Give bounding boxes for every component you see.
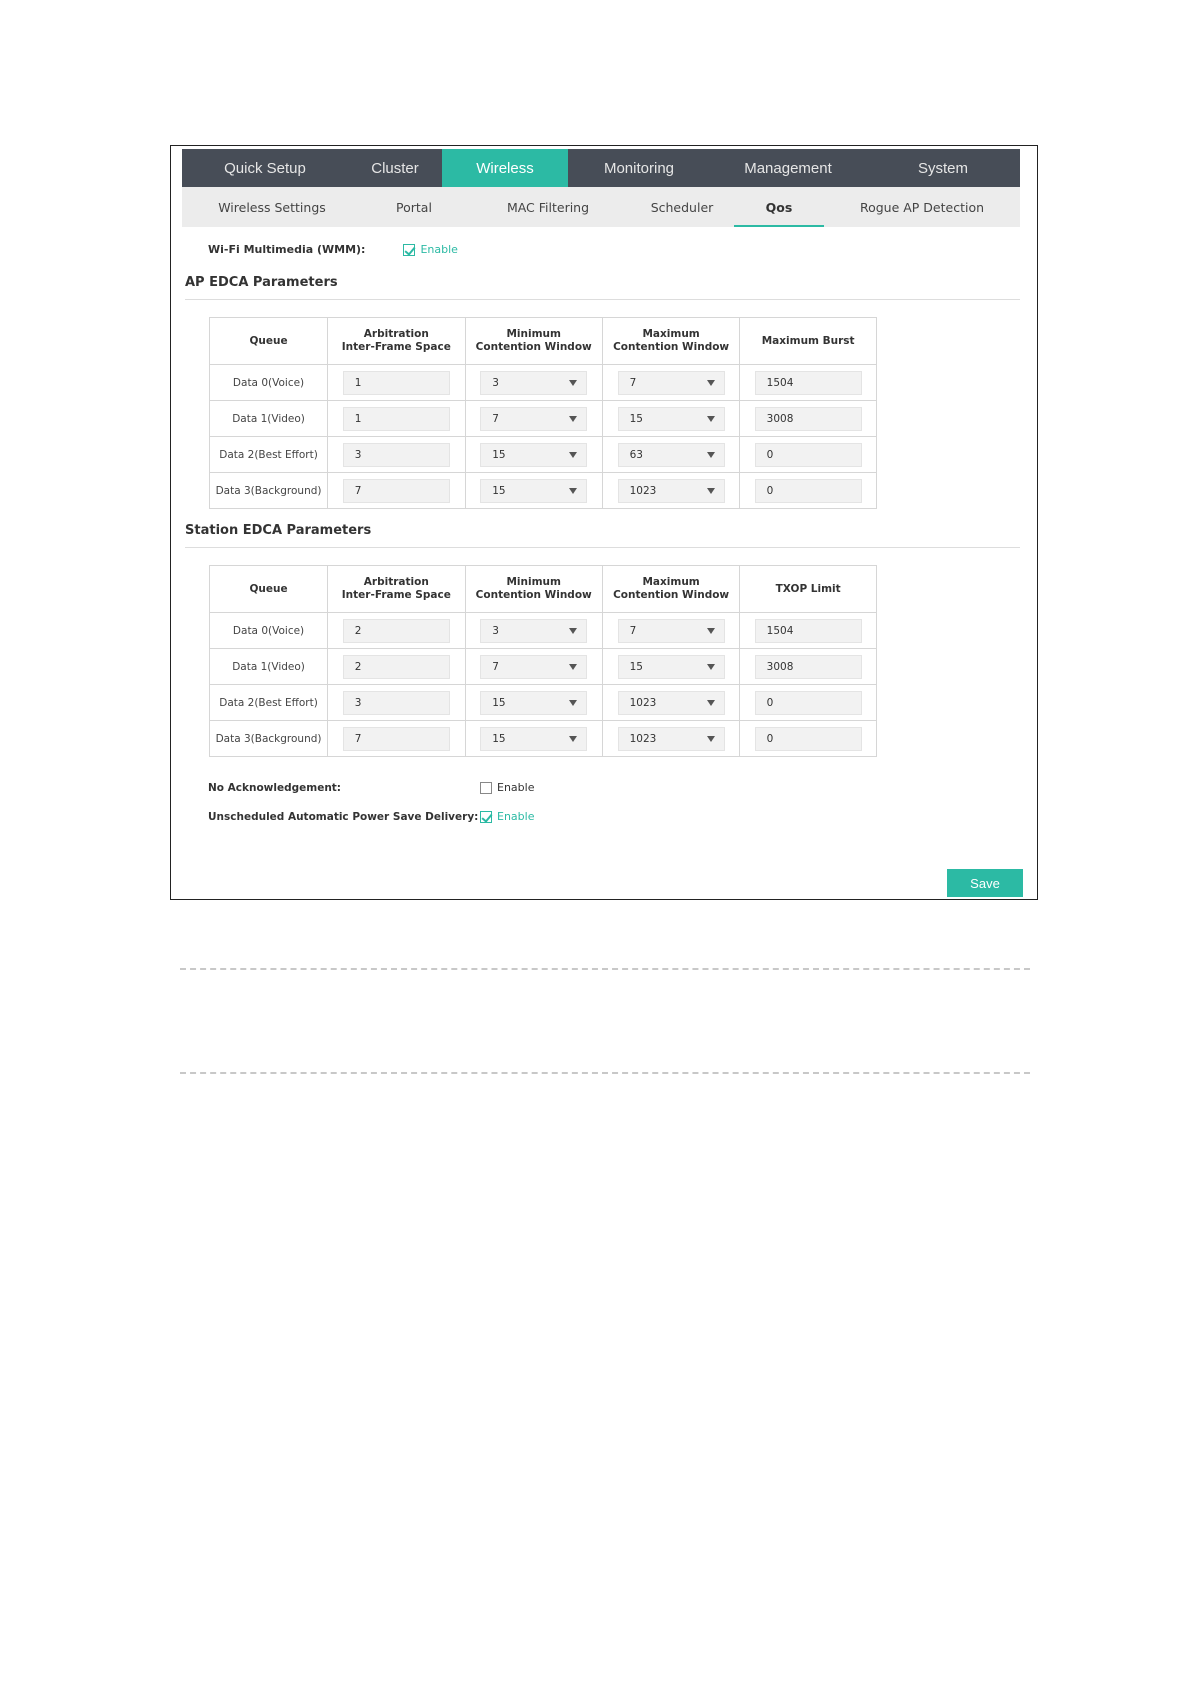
- header-cwmin: [465, 566, 602, 613]
- cwmin-select[interactable]: [480, 479, 587, 503]
- ap-edca-divider: [185, 299, 1020, 300]
- queue-label: Data 1(Video): [210, 401, 328, 437]
- cwmin-value: 7: [492, 412, 499, 425]
- aifs-cell: [328, 685, 465, 721]
- cwmin-select[interactable]: [480, 371, 587, 395]
- cwmax-value: 1023: [629, 484, 657, 497]
- cwmax-cell: [602, 365, 739, 401]
- header-aifs-line1: Arbitration: [363, 328, 429, 340]
- cwmax-value: 7: [629, 376, 637, 389]
- tab-portal[interactable]: Portal: [396, 199, 432, 215]
- cwmin-value: 15: [492, 448, 506, 461]
- cwmin-select[interactable]: [480, 619, 587, 643]
- cwmax-select[interactable]: [618, 691, 725, 715]
- tab-qos[interactable]: Qos: [734, 187, 824, 227]
- cwmin-cell: [465, 365, 602, 401]
- dropdown-arrow-icon: [707, 736, 715, 742]
- uapsd-enable-checkbox[interactable]: [480, 810, 534, 823]
- cwmin-cell: [465, 685, 602, 721]
- cwmax-value: 1023: [629, 732, 657, 745]
- uapsd-label: Unscheduled Automatic Power Save Delivery:: [208, 810, 479, 823]
- checkbox-checked-icon: [480, 811, 492, 823]
- cwmin-select[interactable]: [480, 407, 587, 431]
- cwmax-select[interactable]: [618, 479, 725, 503]
- cwmin-select[interactable]: [480, 727, 587, 751]
- cwmax-value: 1023: [629, 696, 657, 709]
- header-cwmin-line1: Minimum: [506, 576, 561, 588]
- dropdown-arrow-icon: [569, 736, 577, 742]
- no-ack-enable-label: Enable: [497, 781, 535, 794]
- table-row: [210, 649, 877, 685]
- header-cwmax: [602, 318, 739, 365]
- cwmin-cell: [465, 437, 602, 473]
- dropdown-arrow-icon: [707, 700, 715, 706]
- aifs-input[interactable]: 7: [343, 479, 450, 503]
- top-navigation: [182, 149, 1020, 187]
- table-row: [210, 721, 877, 757]
- burst-cell: [740, 401, 877, 437]
- tab-mac-filtering[interactable]: MAC Filtering: [506, 199, 590, 215]
- ap-edca-table: [209, 317, 877, 509]
- cwmax-cell: [602, 721, 739, 757]
- queue-label: Data 3(Background): [210, 721, 328, 757]
- dropdown-arrow-icon: [569, 700, 577, 706]
- header-aifs-line2: Inter-Frame Space: [341, 341, 451, 353]
- nav-monitoring[interactable]: Monitoring: [603, 159, 675, 177]
- cwmin-cell: [465, 473, 602, 509]
- queue-label: Data 0(Voice): [210, 365, 328, 401]
- aifs-input[interactable]: 2: [343, 619, 450, 643]
- maximum-burst-input[interactable]: 0: [755, 443, 862, 467]
- cwmin-value: 7: [492, 660, 499, 673]
- uapsd-row: [208, 810, 534, 823]
- burst-cell: [740, 437, 877, 473]
- sub-navigation: [182, 187, 1020, 227]
- dropdown-arrow-icon: [707, 488, 715, 494]
- dropdown-arrow-icon: [707, 416, 715, 422]
- dropdown-arrow-icon: [569, 488, 577, 494]
- cwmin-value: 15: [492, 484, 506, 497]
- dashed-divider-top: [180, 968, 1030, 970]
- queue-label: Data 3(Background): [210, 473, 328, 509]
- tab-rogue-ap-detection[interactable]: Rogue AP Detection: [859, 199, 985, 215]
- cwmin-cell: [465, 649, 602, 685]
- aifs-input[interactable]: 7: [343, 727, 450, 751]
- aifs-input[interactable]: 1: [343, 407, 450, 431]
- save-button[interactable]: Save: [947, 869, 1023, 897]
- header-cwmin-line2: Contention Window: [475, 589, 592, 601]
- station-edca-table: [209, 565, 877, 757]
- cwmax-cell: [602, 473, 739, 509]
- queue-label: Data 2(Best Effort): [210, 685, 328, 721]
- aifs-input[interactable]: 1: [343, 371, 450, 395]
- dropdown-arrow-icon: [569, 416, 577, 422]
- header-cwmin-line1: Minimum: [506, 328, 561, 340]
- no-ack-label: No Acknowledgement:: [208, 781, 342, 794]
- dropdown-arrow-icon: [707, 452, 715, 458]
- wmm-enable-label: Enable: [420, 243, 458, 256]
- dropdown-arrow-icon: [569, 628, 577, 634]
- dropdown-arrow-icon: [707, 380, 715, 386]
- header-txop-limit: TXOP Limit: [740, 566, 877, 613]
- cwmax-select[interactable]: [618, 727, 725, 751]
- nav-system[interactable]: System: [917, 159, 968, 177]
- cwmax-value: 63: [629, 448, 643, 461]
- txop-cell: [740, 685, 877, 721]
- header-cwmax: [602, 566, 739, 613]
- wmm-row: [208, 243, 458, 256]
- station-edca-divider: [185, 547, 1020, 548]
- txop-cell: [740, 721, 877, 757]
- qos-settings-screenshot: [170, 145, 1038, 900]
- qos-panel: [182, 149, 1020, 891]
- aifs-cell: [328, 721, 465, 757]
- wmm-label: Wi-Fi Multimedia (WMM):: [208, 243, 366, 256]
- cwmin-cell: [465, 401, 602, 437]
- aifs-cell: [328, 613, 465, 649]
- header-cwmax-line1: Maximum: [642, 328, 700, 340]
- header-cwmax-line1: Maximum: [642, 576, 700, 588]
- cwmax-cell: [602, 437, 739, 473]
- maximum-burst-input[interactable]: 3008: [755, 407, 862, 431]
- nav-management[interactable]: Management: [744, 159, 832, 177]
- aifs-cell: [328, 473, 465, 509]
- queue-label: Data 2(Best Effort): [210, 437, 328, 473]
- table-row: [210, 685, 877, 721]
- cwmax-select[interactable]: [618, 407, 725, 431]
- table-row: [210, 613, 877, 649]
- queue-label: Data 1(Video): [210, 649, 328, 685]
- nav-cluster[interactable]: Cluster: [371, 159, 419, 177]
- cwmin-value: 3: [492, 376, 499, 389]
- cwmax-value: 15: [629, 412, 643, 425]
- header-queue: Queue: [210, 566, 328, 613]
- cwmax-select[interactable]: [618, 371, 725, 395]
- aifs-cell: [328, 365, 465, 401]
- txop-cell: [740, 649, 877, 685]
- aifs-input[interactable]: 3: [343, 443, 450, 467]
- txop-cell: [740, 613, 877, 649]
- dropdown-arrow-icon: [569, 380, 577, 386]
- burst-cell: [740, 473, 877, 509]
- header-cwmin: [465, 318, 602, 365]
- uapsd-enable-label: Enable: [497, 810, 535, 823]
- dropdown-arrow-icon: [707, 628, 715, 634]
- cwmin-value: 15: [492, 696, 506, 709]
- txop-limit-input[interactable]: 0: [755, 691, 862, 715]
- cwmin-select[interactable]: [480, 655, 587, 679]
- table-row: [210, 437, 877, 473]
- aifs-input[interactable]: 3: [343, 691, 450, 715]
- ap-edca-title: AP EDCA Parameters: [185, 275, 338, 290]
- cwmax-cell: [602, 613, 739, 649]
- station-edca-title: Station EDCA Parameters: [185, 523, 372, 538]
- header-cwmax-line2: Contention Window: [613, 589, 730, 601]
- header-queue: Queue: [210, 318, 328, 365]
- dashed-divider-bottom: [180, 1072, 1030, 1074]
- cwmax-value: 7: [629, 624, 637, 637]
- cwmax-select[interactable]: [618, 619, 725, 643]
- cwmin-select[interactable]: [480, 691, 587, 715]
- aifs-cell: [328, 437, 465, 473]
- cwmin-value: 3: [492, 624, 499, 637]
- tab-scheduler[interactable]: Scheduler: [650, 199, 714, 215]
- cwmin-cell: [465, 721, 602, 757]
- header-aifs: [328, 318, 465, 365]
- aifs-cell: [328, 401, 465, 437]
- header-aifs: [328, 566, 465, 613]
- txop-limit-input[interactable]: 3008: [755, 655, 862, 679]
- dropdown-arrow-icon: [569, 452, 577, 458]
- checkbox-unchecked-icon: [480, 782, 492, 794]
- no-ack-row: [208, 781, 534, 794]
- table-row: [210, 365, 877, 401]
- tab-wireless-settings[interactable]: Wireless Settings: [218, 199, 326, 215]
- cwmax-value: 15: [629, 660, 643, 673]
- header-aifs-line2: Inter-Frame Space: [341, 589, 451, 601]
- cwmax-select[interactable]: [618, 655, 725, 679]
- cwmax-cell: [602, 685, 739, 721]
- cwmax-cell: [602, 401, 739, 437]
- maximum-burst-input[interactable]: 0: [755, 479, 862, 503]
- dropdown-arrow-icon: [569, 664, 577, 670]
- queue-label: Data 0(Voice): [210, 613, 328, 649]
- no-ack-enable-checkbox[interactable]: [480, 781, 534, 794]
- wmm-enable-checkbox[interactable]: [403, 243, 457, 256]
- maximum-burst-input[interactable]: 1504: [755, 371, 862, 395]
- table-row: [210, 401, 877, 437]
- dropdown-arrow-icon: [707, 664, 715, 670]
- cwmin-value: 15: [492, 732, 506, 745]
- cwmin-cell: [465, 613, 602, 649]
- burst-cell: [740, 365, 877, 401]
- aifs-cell: [328, 649, 465, 685]
- header-cwmin-line2: Contention Window: [475, 341, 592, 353]
- checkbox-checked-icon: [403, 244, 415, 256]
- nav-quick-setup[interactable]: Quick Setup: [224, 159, 306, 177]
- table-header-row: [210, 566, 877, 613]
- cwmax-cell: [602, 649, 739, 685]
- table-row: [210, 473, 877, 509]
- txop-limit-input[interactable]: 0: [755, 727, 862, 751]
- aifs-input[interactable]: 2: [343, 655, 450, 679]
- nav-wireless[interactable]: Wireless: [442, 149, 568, 187]
- table-header-row: [210, 318, 877, 365]
- cwmin-select[interactable]: [480, 443, 587, 467]
- cwmax-select[interactable]: [618, 443, 725, 467]
- header-maximum-burst: Maximum Burst: [740, 318, 877, 365]
- header-aifs-line1: Arbitration: [363, 576, 429, 588]
- txop-limit-input[interactable]: 1504: [755, 619, 862, 643]
- header-cwmax-line2: Contention Window: [613, 341, 730, 353]
